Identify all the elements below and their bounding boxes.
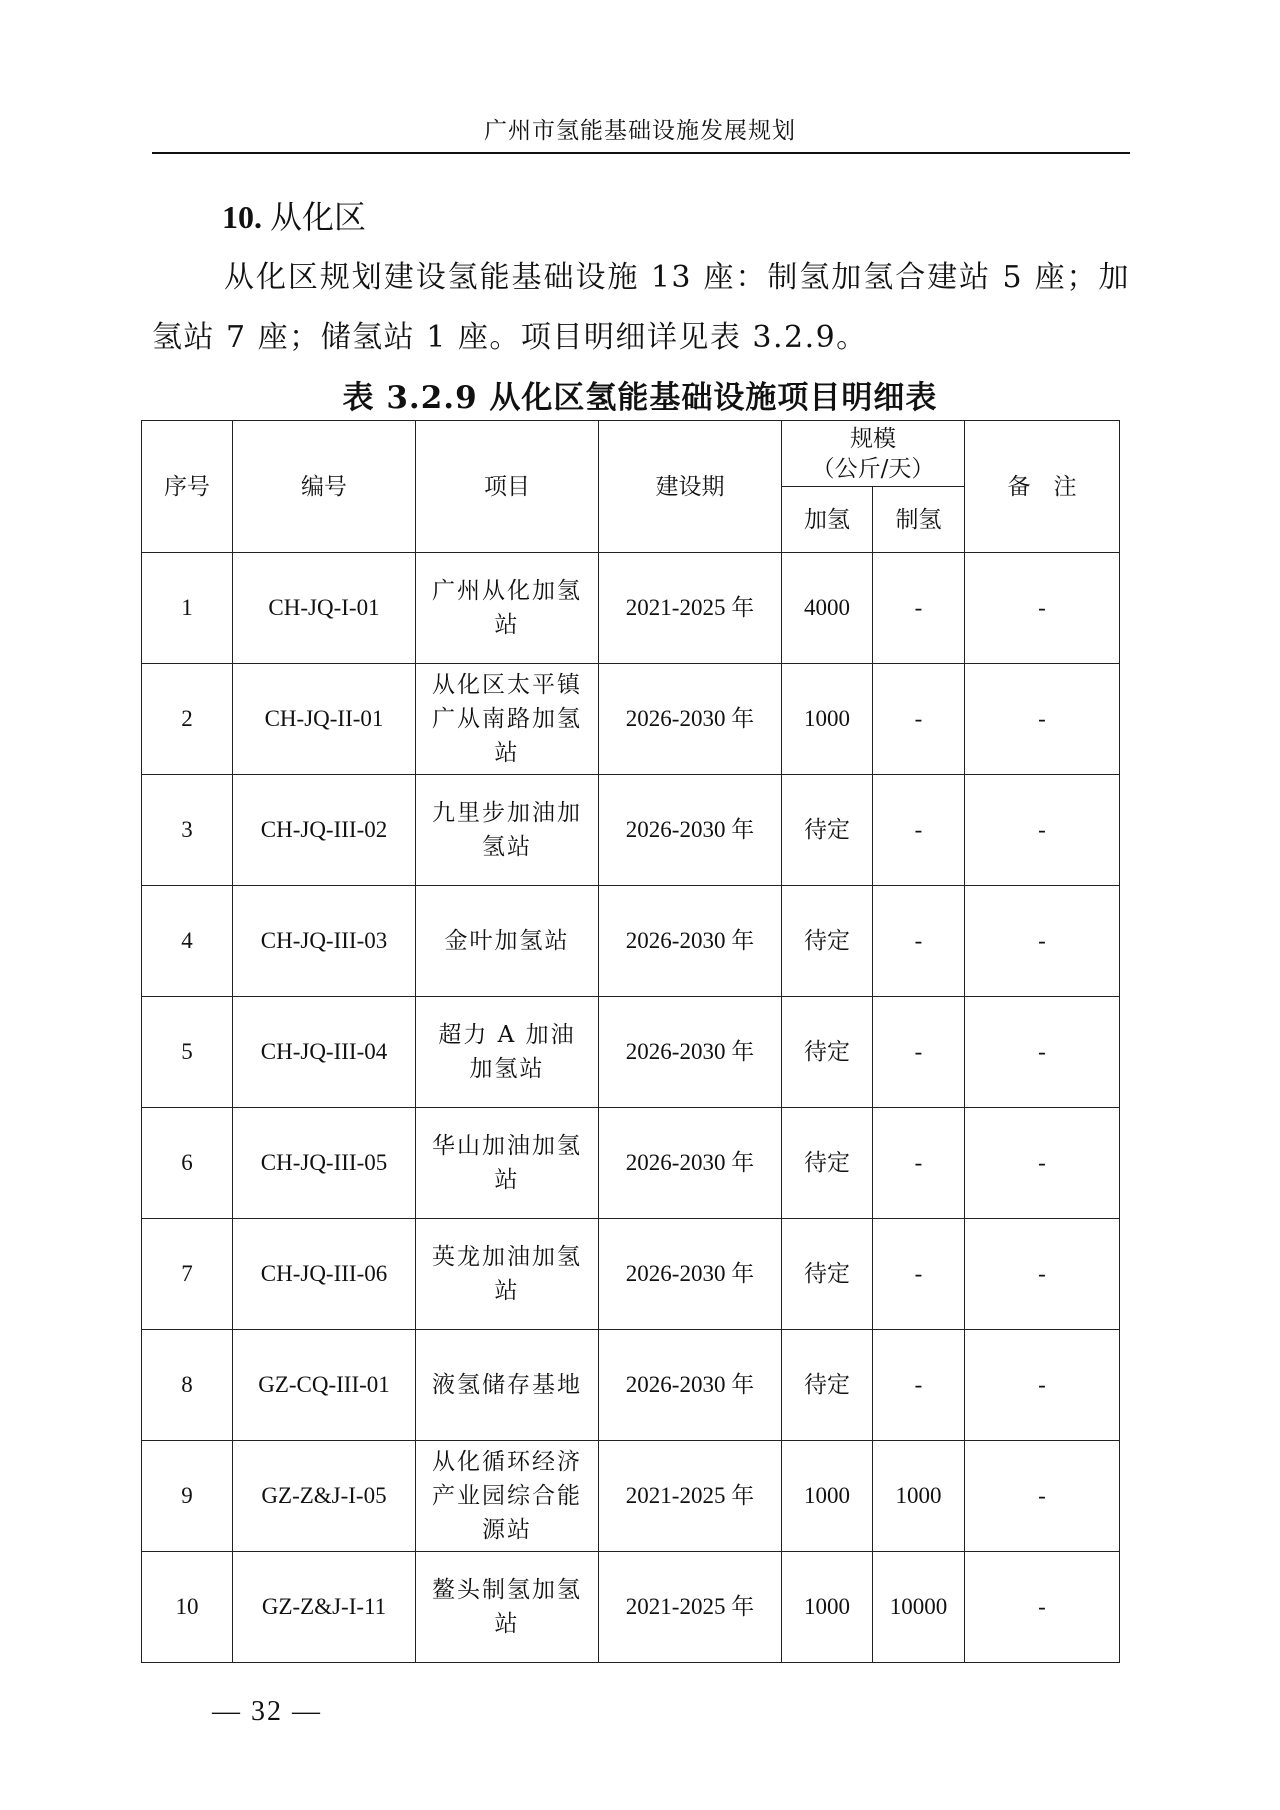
table-row [142, 1219, 1120, 1330]
cell-period: 2026-2030 年 [599, 775, 782, 886]
cell-production: 1000 [873, 1441, 965, 1552]
cell-period: 2021-2025 年 [599, 1441, 782, 1552]
section-paragraph: 从化区规划建设氢能基础设施 13 座：制氢加氢合建站 5 座；加氢站 7 座；储氢站 1 座。项目明细详见表 3.2.9。 [152, 260, 1130, 355]
cell-seq: 7 [142, 1219, 233, 1330]
header-rule [152, 152, 1130, 154]
cell-hydrogenation: 1000 [782, 1441, 873, 1552]
cell-code: CH-JQ-II-01 [233, 664, 416, 775]
cell-code: CH-JQ-III-06 [233, 1219, 416, 1330]
cell-seq: 10 [142, 1552, 233, 1663]
cell-period: 2026-2030 年 [599, 664, 782, 775]
cell-hydrogenation: 1000 [782, 664, 873, 775]
header-scale [782, 421, 965, 487]
page-number: — 32 — [212, 1696, 322, 1727]
cell-code: CH-JQ-III-03 [233, 886, 416, 997]
cell-remark: - [965, 1219, 1120, 1330]
cell-code: GZ-Z&J-I-11 [233, 1552, 416, 1663]
cell-seq: 5 [142, 997, 233, 1108]
cell-remark: - [965, 1552, 1120, 1663]
cell-remark: - [965, 775, 1120, 886]
cell-code: CH-JQ-I-01 [233, 553, 416, 664]
cell-hydrogenation: 待定 [782, 775, 873, 886]
cell-remark: - [965, 553, 1120, 664]
table-row [142, 997, 1120, 1108]
cell-production: - [873, 775, 965, 886]
cell-period: 2021-2025 年 [599, 1552, 782, 1663]
cell-item: 华山加油加氢站 [416, 1108, 599, 1219]
cell-item: 液氢储存基地 [416, 1330, 599, 1441]
cell-code: CH-JQ-III-02 [233, 775, 416, 886]
cell-remark: - [965, 1441, 1120, 1552]
section-number: 10. [222, 199, 262, 235]
header-scale-label: 规模 [850, 425, 896, 452]
cell-production: - [873, 1108, 965, 1219]
cell-seq: 8 [142, 1330, 233, 1441]
cell-hydrogenation: 待定 [782, 886, 873, 997]
table-body [142, 553, 1120, 1663]
cell-item: 英龙加油加氢站 [416, 1219, 599, 1330]
cell-hydrogenation: 待定 [782, 997, 873, 1108]
header-remark: 备 注 [965, 421, 1120, 553]
cell-production: - [873, 1330, 965, 1441]
cell-seq: 3 [142, 775, 233, 886]
table-row [142, 886, 1120, 997]
cell-seq: 9 [142, 1441, 233, 1552]
cell-code: CH-JQ-III-04 [233, 997, 416, 1108]
project-detail-table [141, 420, 1120, 1663]
cell-period: 2026-2030 年 [599, 997, 782, 1108]
table-row [142, 664, 1120, 775]
cell-remark: - [965, 1330, 1120, 1441]
table-row [142, 1330, 1120, 1441]
cell-remark: - [965, 1108, 1120, 1219]
cell-code: CH-JQ-III-05 [233, 1108, 416, 1219]
cell-item: 金叶加氢站 [416, 886, 599, 997]
cell-item: 从化循环经济产业园综合能源站 [416, 1441, 599, 1552]
running-header: 广州市氢能基础设施发展规划 [484, 118, 796, 144]
cell-period: 2021-2025 年 [599, 553, 782, 664]
header-scale-unit: （公斤/天） [811, 455, 935, 482]
cell-production: - [873, 553, 965, 664]
cell-production: - [873, 1219, 965, 1330]
header-seq: 序号 [142, 421, 233, 553]
table-row [142, 1441, 1120, 1552]
header-item: 项目 [416, 421, 599, 553]
table-caption: 表 3.2.9 从化区氢能基础设施项目明细表 [342, 380, 938, 416]
table-row [142, 775, 1120, 886]
cell-remark: - [965, 664, 1120, 775]
header-production: 制氢 [873, 487, 965, 553]
cell-hydrogenation: 4000 [782, 553, 873, 664]
cell-seq: 6 [142, 1108, 233, 1219]
cell-item: 从化区太平镇广从南路加氢站 [416, 664, 599, 775]
cell-seq: 4 [142, 886, 233, 997]
cell-production: - [873, 997, 965, 1108]
cell-seq: 1 [142, 553, 233, 664]
cell-period: 2026-2030 年 [599, 886, 782, 997]
cell-code: GZ-CQ-III-01 [233, 1330, 416, 1441]
cell-remark: - [965, 886, 1120, 997]
section-heading [222, 192, 366, 238]
cell-hydrogenation: 待定 [782, 1108, 873, 1219]
section-title: 从化区 [270, 198, 367, 236]
cell-period: 2026-2030 年 [599, 1219, 782, 1330]
cell-hydrogenation: 待定 [782, 1330, 873, 1441]
cell-hydrogenation: 待定 [782, 1219, 873, 1330]
cell-item: 九里步加油加氢站 [416, 775, 599, 886]
header-hydrogenation: 加氢 [782, 487, 873, 553]
cell-hydrogenation: 1000 [782, 1552, 873, 1663]
cell-item: 鳌头制氢加氢站 [416, 1552, 599, 1663]
cell-code: GZ-Z&J-I-05 [233, 1441, 416, 1552]
cell-item: 超力 A 加油加氢站 [416, 997, 599, 1108]
cell-period: 2026-2030 年 [599, 1108, 782, 1219]
header-period: 建设期 [599, 421, 782, 553]
table-row [142, 1108, 1120, 1219]
table-row [142, 553, 1120, 664]
cell-period: 2026-2030 年 [599, 1330, 782, 1441]
cell-production: - [873, 886, 965, 997]
header-code: 编号 [233, 421, 416, 553]
cell-production: 10000 [873, 1552, 965, 1663]
cell-seq: 2 [142, 664, 233, 775]
cell-remark: - [965, 997, 1120, 1108]
cell-production: - [873, 664, 965, 775]
table-row [142, 1552, 1120, 1663]
cell-item: 广州从化加氢站 [416, 553, 599, 664]
